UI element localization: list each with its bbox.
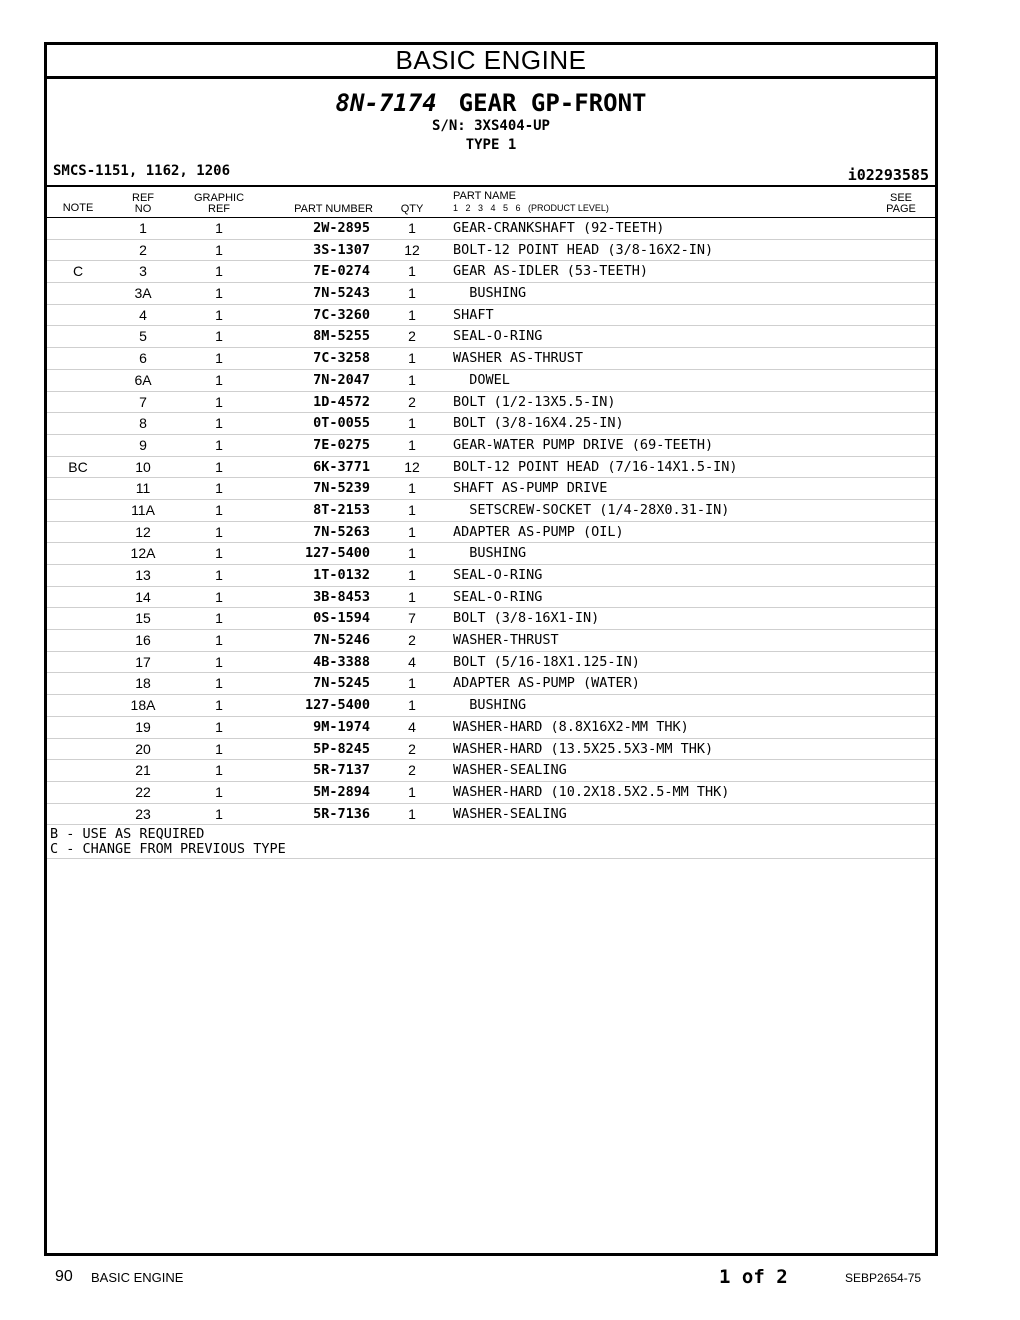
graphic-ref-cell: 1 bbox=[215, 697, 223, 714]
qty-cell: 2 bbox=[408, 328, 416, 345]
table-row bbox=[47, 717, 935, 739]
ref-no-cell: 18A bbox=[130, 697, 156, 714]
qty-cell: 1 bbox=[408, 306, 416, 323]
qty-cell: 1 bbox=[408, 371, 416, 388]
part-number-cell: 1D-4572 bbox=[313, 393, 370, 410]
part-number-cell: 7N-5245 bbox=[313, 675, 370, 692]
part-name-cell: GEAR-CRANKSHAFT (92-TEETH) bbox=[453, 220, 665, 236]
part-number-cell: 3S-1307 bbox=[313, 241, 370, 258]
part-name-cell: SEAL-O-RING bbox=[453, 328, 543, 345]
qty-cell: 2 bbox=[408, 740, 416, 757]
part-number-cell: 127-5400 bbox=[304, 697, 370, 714]
qty-cell: 1 bbox=[408, 285, 416, 302]
ref-no-cell: 6A bbox=[134, 371, 152, 388]
ref-no-cell: 18 bbox=[135, 675, 151, 692]
part-number-cell: 9M-1974 bbox=[313, 718, 370, 735]
qty-cell: 1 bbox=[408, 805, 416, 822]
qty-cell: 2 bbox=[408, 762, 416, 779]
table-row bbox=[47, 305, 935, 327]
part-number-cell: 7C-3260 bbox=[313, 306, 370, 323]
part-number-cell: 0T-0055 bbox=[313, 415, 370, 432]
table-row bbox=[47, 565, 935, 587]
ref-no-cell: 12A bbox=[130, 545, 156, 562]
table-header bbox=[47, 187, 935, 218]
part-number-cell: 7N-5246 bbox=[313, 632, 370, 649]
part-number-cell: 4B-3388 bbox=[313, 653, 370, 670]
ref-no-cell: 2 bbox=[139, 241, 147, 258]
table-row bbox=[47, 435, 935, 457]
part-name-cell: BUSHING bbox=[453, 545, 527, 562]
graphic-ref-cell: 1 bbox=[215, 783, 223, 800]
ref-no-cell: 7 bbox=[139, 393, 147, 410]
part-number-cell: 8M-5255 bbox=[313, 328, 370, 345]
part-name-cell: BOLT (3/8-16X4.25-IN) bbox=[453, 415, 624, 432]
page-footer bbox=[0, 1262, 1020, 1292]
ref-no-cell: 1 bbox=[139, 220, 147, 236]
graphic-ref-cell: 1 bbox=[215, 393, 223, 410]
graphic-ref-cell: 1 bbox=[215, 632, 223, 649]
graphic-ref-cell: 1 bbox=[215, 653, 223, 670]
part-number-cell: 7E-0275 bbox=[313, 436, 370, 453]
footer-section: BASIC ENGINE bbox=[91, 1270, 184, 1285]
graphic-ref-cell: 1 bbox=[215, 306, 223, 323]
graphic-ref-cell: 1 bbox=[215, 371, 223, 388]
ref-no-cell: 17 bbox=[135, 653, 151, 670]
part-name-cell: GEAR AS-IDLER (53-TEETH) bbox=[453, 263, 649, 280]
part-name-cell: SHAFT bbox=[453, 306, 494, 323]
ref-no-cell: 4 bbox=[139, 306, 147, 323]
qty-cell: 1 bbox=[408, 523, 416, 540]
header-part-number: PART NUMBER bbox=[294, 203, 373, 215]
part-name-cell: WASHER-HARD (13.5X25.5X3-MM THK) bbox=[453, 740, 714, 757]
header-note: NOTE bbox=[62, 202, 94, 214]
document-id: SEBP2654-75 bbox=[845, 1271, 922, 1285]
part-number-cell: 7N-5243 bbox=[313, 285, 370, 302]
ref-no-cell: 11 bbox=[135, 480, 151, 497]
part-name-cell: ADAPTER AS-PUMP (WATER) bbox=[453, 675, 640, 692]
footnote: C - CHANGE FROM PREVIOUS TYPE bbox=[50, 841, 286, 858]
table-row bbox=[47, 218, 935, 240]
graphic-ref-cell: 1 bbox=[215, 263, 223, 280]
part-name-cell: WASHER-SEALING bbox=[453, 762, 567, 779]
part-number-cell: 1T-0132 bbox=[313, 567, 370, 583]
table-row bbox=[47, 608, 935, 630]
ref-no-cell: 10 bbox=[135, 458, 151, 475]
part-number-cell: 5R-7137 bbox=[313, 762, 370, 779]
graphic-ref-cell: 1 bbox=[215, 805, 223, 822]
table-row bbox=[47, 652, 935, 674]
graphic-ref-cell: 1 bbox=[215, 328, 223, 345]
illustration-id: i02293585 bbox=[847, 166, 929, 184]
qty-cell: 1 bbox=[408, 588, 416, 605]
footnotes bbox=[47, 825, 935, 859]
parts-page-frame bbox=[44, 42, 938, 1256]
ref-no-cell: 16 bbox=[135, 632, 151, 649]
ref-no-cell: 15 bbox=[135, 610, 151, 627]
header-see-bottom: PAGE bbox=[886, 203, 916, 215]
part-name-cell: SEAL-O-RING bbox=[453, 588, 543, 605]
group-name: GEAR GP-FRONT bbox=[458, 89, 647, 117]
qty-cell: 7 bbox=[408, 610, 416, 627]
part-number-cell: 7E-0274 bbox=[313, 263, 370, 280]
part-name-cell: WASHER AS-THRUST bbox=[453, 350, 584, 367]
graphic-ref-cell: 1 bbox=[215, 762, 223, 779]
part-name-cell: SEAL-O-RING bbox=[453, 567, 543, 583]
graphic-ref-cell: 1 bbox=[215, 458, 223, 475]
graphic-ref-cell: 1 bbox=[215, 545, 223, 562]
graphic-ref-cell: 1 bbox=[215, 241, 223, 258]
graphic-ref-cell: 1 bbox=[215, 588, 223, 605]
table-row bbox=[47, 543, 935, 565]
ref-no-cell: 6 bbox=[139, 350, 147, 367]
table-row bbox=[47, 782, 935, 804]
header-part-name: PART NAME bbox=[453, 190, 516, 202]
graphic-ref-cell: 1 bbox=[215, 675, 223, 692]
part-number-cell: 5M-2894 bbox=[313, 783, 370, 800]
part-number-cell: 7C-3258 bbox=[313, 350, 370, 367]
part-name-cell: BUSHING bbox=[453, 285, 527, 302]
qty-cell: 4 bbox=[408, 653, 416, 670]
part-name-cell: WASHER-HARD (10.2X18.5X2.5-MM THK) bbox=[453, 783, 730, 800]
table-row bbox=[47, 739, 935, 761]
table-row bbox=[47, 804, 935, 826]
ref-no-cell: 5 bbox=[139, 328, 147, 345]
qty-cell: 2 bbox=[408, 393, 416, 410]
part-name-cell: GEAR-WATER PUMP DRIVE (69-TEETH) bbox=[453, 436, 714, 453]
ref-no-cell: 3A bbox=[134, 285, 152, 302]
part-number-cell: 5R-7136 bbox=[313, 805, 370, 822]
header-product-level: 1 2 3 4 5 6 (PRODUCT LEVEL) bbox=[453, 203, 609, 213]
qty-cell: 1 bbox=[408, 675, 416, 692]
part-name-cell: BOLT-12 POINT HEAD (3/8-16X2-IN) bbox=[453, 241, 714, 258]
header-see-top: SEE bbox=[889, 192, 912, 204]
part-name-cell: SETSCREW-SOCKET (1/4-28X0.31-IN) bbox=[453, 501, 730, 518]
qty-cell: 12 bbox=[404, 458, 420, 475]
qty-cell: 1 bbox=[408, 545, 416, 562]
header-ref-bottom: NO bbox=[134, 203, 152, 215]
group-part-number: 8N-7174 bbox=[335, 89, 437, 117]
table-row bbox=[47, 760, 935, 782]
table-row bbox=[47, 261, 935, 283]
ref-no-cell: 22 bbox=[135, 783, 151, 800]
ref-no-cell: 19 bbox=[135, 718, 151, 735]
part-name-cell: WASHER-SEALING bbox=[453, 805, 567, 822]
graphic-ref-cell: 1 bbox=[215, 718, 223, 735]
table-row bbox=[47, 478, 935, 500]
part-name-cell: ADAPTER AS-PUMP (OIL) bbox=[453, 523, 624, 540]
part-name-cell: BOLT-12 POINT HEAD (7/16-14X1.5-IN) bbox=[453, 458, 738, 475]
graphic-ref-cell: 1 bbox=[215, 285, 223, 302]
qty-cell: 1 bbox=[408, 436, 416, 453]
graphic-ref-cell: 1 bbox=[215, 567, 223, 583]
part-name-cell: BOLT (5/16-18X1.125-IN) bbox=[453, 653, 640, 670]
part-number-cell: 7N-2047 bbox=[313, 371, 370, 388]
ref-no-cell: 3 bbox=[139, 263, 147, 280]
table-row bbox=[47, 392, 935, 414]
smcs-codes: SMCS-1151, 1162, 1206 bbox=[53, 163, 231, 179]
graphic-ref-cell: 1 bbox=[215, 436, 223, 453]
qty-cell: 2 bbox=[408, 632, 416, 649]
footnote: B - USE AS REQUIRED bbox=[50, 826, 205, 843]
graphic-ref-cell: 1 bbox=[215, 350, 223, 367]
table-row bbox=[47, 522, 935, 544]
qty-cell: 1 bbox=[408, 501, 416, 518]
table-row bbox=[47, 348, 935, 370]
qty-cell: 1 bbox=[408, 783, 416, 800]
header-graphic-top: GRAPHIC bbox=[193, 192, 245, 204]
page-number: 90 bbox=[55, 1268, 73, 1285]
part-name-cell: WASHER-HARD (8.8X16X2-MM THK) bbox=[453, 718, 689, 735]
serial-number: S/N: 3XS404-UP bbox=[431, 118, 550, 134]
smcs-row bbox=[47, 163, 935, 183]
group-title bbox=[47, 89, 935, 117]
part-number-cell: 127-5400 bbox=[304, 545, 370, 562]
table-row bbox=[47, 283, 935, 305]
qty-cell: 12 bbox=[404, 241, 420, 258]
header-qty: QTY bbox=[400, 203, 424, 215]
table-row bbox=[47, 500, 935, 522]
graphic-ref-cell: 1 bbox=[215, 415, 223, 432]
part-number-cell: 3B-8453 bbox=[313, 588, 370, 605]
part-name-cell: SHAFT AS-PUMP DRIVE bbox=[453, 480, 608, 497]
qty-cell: 1 bbox=[408, 220, 416, 236]
qty-cell: 1 bbox=[408, 697, 416, 714]
graphic-ref-cell: 1 bbox=[215, 523, 223, 540]
note-cell: C bbox=[72, 263, 84, 280]
table-row bbox=[47, 240, 935, 262]
section-banner: BASIC ENGINE bbox=[47, 45, 935, 79]
table-row bbox=[47, 587, 935, 609]
ref-no-cell: 8 bbox=[139, 415, 147, 432]
ref-no-cell: 11A bbox=[131, 501, 155, 518]
graphic-ref-cell: 1 bbox=[215, 740, 223, 757]
qty-cell: 1 bbox=[408, 350, 416, 367]
part-number-cell: 7N-5239 bbox=[313, 480, 370, 497]
table-row bbox=[47, 673, 935, 695]
ref-no-cell: 21 bbox=[135, 762, 151, 779]
ref-no-cell: 14 bbox=[135, 588, 151, 605]
page-of: 1 of 2 bbox=[719, 1266, 788, 1288]
ref-no-cell: 23 bbox=[135, 805, 151, 822]
qty-cell: 1 bbox=[408, 480, 416, 497]
ref-no-cell: 12 bbox=[135, 523, 151, 540]
graphic-ref-cell: 1 bbox=[215, 480, 223, 497]
table-row bbox=[47, 326, 935, 348]
part-number-cell: 2W-2895 bbox=[313, 220, 370, 236]
graphic-ref-cell: 1 bbox=[215, 501, 223, 518]
table-row bbox=[47, 630, 935, 652]
part-number-cell: 5P-8245 bbox=[313, 740, 370, 757]
graphic-ref-cell: 1 bbox=[215, 610, 223, 627]
qty-cell: 1 bbox=[408, 263, 416, 280]
ref-no-cell: 9 bbox=[139, 436, 147, 453]
qty-cell: 4 bbox=[408, 718, 416, 735]
parts-list bbox=[47, 218, 935, 825]
table-row bbox=[47, 457, 935, 479]
part-name-cell: BOLT (1/2-13X5.5-IN) bbox=[453, 393, 616, 410]
ref-no-cell: 20 bbox=[135, 740, 151, 757]
part-name-cell: WASHER-THRUST bbox=[453, 632, 559, 649]
header-graphic-bottom: REF bbox=[208, 203, 230, 215]
part-number-cell: 7N-5263 bbox=[313, 523, 370, 540]
qty-cell: 1 bbox=[408, 415, 416, 432]
part-number-cell: 0S-1594 bbox=[313, 610, 370, 627]
table-row bbox=[47, 413, 935, 435]
part-name-cell: DOWEL bbox=[453, 371, 510, 388]
header-ref-top: REF bbox=[132, 192, 154, 204]
note-cell: BC bbox=[68, 458, 88, 475]
qty-cell: 1 bbox=[408, 567, 416, 583]
graphic-ref-cell: 1 bbox=[215, 220, 223, 236]
table-row bbox=[47, 370, 935, 392]
part-name-cell: BUSHING bbox=[453, 697, 527, 714]
table-row bbox=[47, 695, 935, 717]
part-number-cell: 8T-2153 bbox=[313, 501, 370, 518]
type-label: TYPE 1 bbox=[465, 137, 517, 153]
ref-no-cell: 13 bbox=[135, 567, 151, 583]
part-number-cell: 6K-3771 bbox=[313, 458, 370, 475]
part-name-cell: BOLT (3/8-16X1-IN) bbox=[453, 610, 600, 627]
